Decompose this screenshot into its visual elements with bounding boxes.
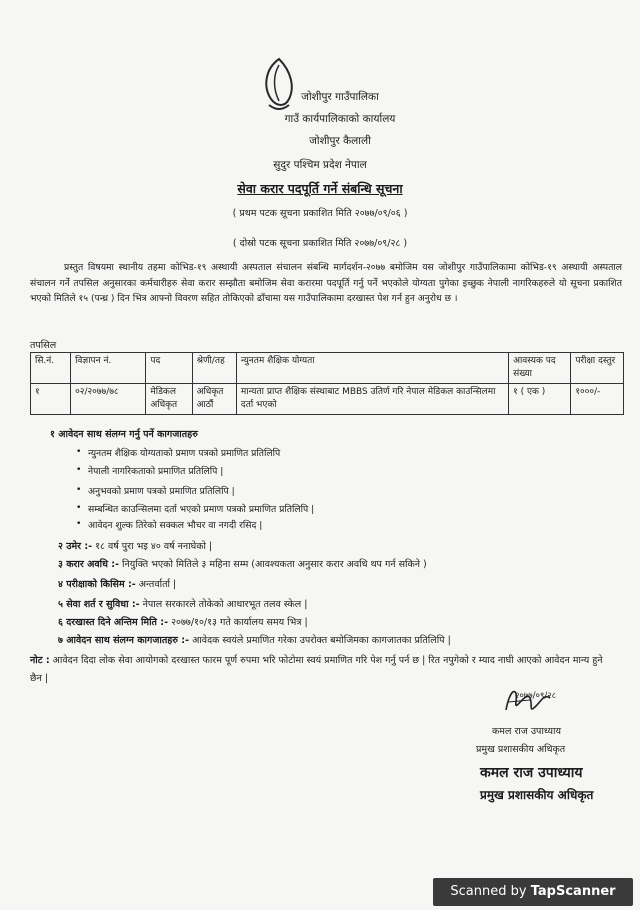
municipality-name: जोशीपुर गाउँपालिका (301, 91, 379, 103)
section-attachments (58, 634, 451, 647)
section-label: ३ करार अवधि :- (58, 559, 119, 570)
second-notice-date: ( दोस्रो पटक सूचना प्रकाशित मिति २०७७/०९/२८ ) (232, 238, 408, 249)
notice-title: सेवा करार पदपूर्ति गर्ने संबन्धि सूचना (237, 181, 403, 196)
scanner-watermark (433, 878, 633, 906)
emblem-icon (255, 55, 303, 115)
section-text: २०७७/१०/१३ गते कार्यालय समय भित्र | (171, 617, 308, 628)
office-address: जोशीपुर कैलाली (309, 135, 371, 147)
section-label: ५ सेवा शर्त र सुविधा :- (58, 599, 140, 610)
table-cell: मान्यता प्राप्त शैक्षिक संस्थाबाट MBBS उतिर्ण गरि नेपाल मेडिकल काउन्सिलमा दर्ता भएको (236, 384, 508, 415)
section-text: नियुक्ति भएको मितिले ३ महिना सम्म (आवश्यकता अनुसार करार अवधि थप गर्न सकिने ) (122, 559, 427, 570)
section-deadline (58, 616, 308, 629)
stamp-name: कमल राज उपाध्याय (480, 765, 583, 781)
stamp-designation: प्रमुख प्रशासकीय अधिकृत (480, 788, 594, 802)
note-label: नोट : (30, 655, 50, 666)
watermark-brand: TapScanner (530, 884, 616, 899)
table-header-cell: पद (146, 353, 192, 384)
table-header-cell: विज्ञापन नं. (71, 353, 146, 384)
section-text: अन्तर्वार्ता | (138, 579, 177, 590)
section-label: ७ आवेदन साथ संलग्न कागजातहरु :- (58, 635, 190, 646)
tapasil-label: तपसिल (30, 340, 57, 351)
section-label: ६ दरखास्त दिने अन्तिम मिति :- (58, 617, 169, 628)
table-row (31, 384, 624, 415)
table-header-row (31, 353, 624, 384)
intro-paragraph: प्रस्तुत विषयमा स्थानीय तहमा कोभिड-१९ अस्थायी अस्पताल संचालन संबन्धि मार्गदर्शन-२०७७ बमोजिम यस जोशीपुर गाउँपालिकामा कोभिड-१९ अस्थायी अस्पताल संचालन गर्ने तपसिल अनुसारका कर्मचारीहरु सेवा करार सम्झौता बमोजिम सेवा करारमा पदपूर्ति गर्नु पर्ने भएकोले योग्यता पुगेका इच्छुक नेपाली नागरिकहरुले यो सूचना प्रकाशित भएको मितिले १५ (पन्ध्र ) दिन भित्र आफ्नो विवरण सहित तोकिएको ढाँचामा यस गाउँपालिकामा दरखास्त पेश गर्न हुन अनुरोध छ । (30, 262, 622, 304)
documents-heading: १ आवेदन साथ संलग्न गर्नु पर्ने कागजातहरु (50, 429, 198, 440)
table-cell: १ (31, 384, 71, 415)
list-item: • नेपाली नागरिकताको प्रमाणित प्रतिलिपि | (88, 464, 223, 477)
table-header-cell: परीक्षा दस्तुर (571, 353, 624, 384)
table-header-cell: सि.नं. (31, 353, 71, 384)
table-cell: ०२/२०७७/७८ (71, 384, 146, 415)
first-notice-date: ( प्रथम पटक सूचना प्रकाशित मिति २०७७/०९/०६ ) (232, 208, 408, 219)
name-stamp (480, 762, 593, 806)
watermark-prefix: Scanned by (450, 884, 531, 899)
table-cell: अधिकृत आठौं (192, 384, 236, 415)
signatory-designation: प्रमुख प्रशासकीय अधिकृत (476, 744, 566, 755)
section-text: नेपाल सरकारले तोकेको आधारभूत तलव स्केल | (142, 599, 308, 610)
section-contract-period (58, 558, 427, 571)
note-text: आवेदन दिदा लोक सेवा आयोगको दरखास्त फारम पूर्ण रुपमा भरि फोटोमा स्वयं प्रमाणित गरि पेश गर्नु पर्न छ | रित नपुगेको र म्याद नाघी आएको आवेदन मान्य हुने छैन | (30, 655, 603, 684)
section-text: आवेदक स्वयंले प्रमाणित गरेका उपरोक्त बमोजिमका कागजातका प्रतिलिपि | (192, 635, 451, 646)
table-cell: मेडिकल अधिकृत (146, 384, 192, 415)
list-item: • न्युनतम शैक्षिक योग्यताको प्रमाण पत्रको प्रमाणित प्रतिलिपि (88, 446, 280, 459)
province-name: सुदुर पश्चिम प्रदेश नेपाल (273, 159, 367, 171)
list-item: • अनुभवको प्रमाण पत्रको प्रमाणित प्रतिलिपि | (88, 484, 235, 497)
office-name: गाउँ कार्यपालिकाको कार्यालय (284, 113, 396, 125)
signature-date: २०७७/०९/२८ (515, 691, 557, 701)
signatory-name: कमल राज उपाध्याय (492, 726, 561, 737)
vacancy-table (30, 352, 624, 415)
section-service-terms (58, 598, 307, 611)
list-item: • आवेदन शुल्क तिरेको सक्कल भौचर वा नगदी रसिद | (88, 518, 262, 531)
section-label: २ उमेर :- (58, 541, 93, 552)
table-header-cell: आवस्यक पद संख्या (509, 353, 571, 384)
table-header-cell: न्युनतम शैक्षिक योग्यता (236, 353, 508, 384)
table-cell: १ ( एक ) (509, 384, 571, 415)
section-age (58, 540, 212, 553)
section-label: ४ परीक्षाको किसिम :- (58, 579, 136, 590)
list-item: • सम्बन्धित काउन्सिलमा दर्ता भएको प्रमाण पत्रको प्रमाणित प्रतिलिपि | (88, 502, 314, 515)
section-exam-type (58, 578, 176, 591)
table-cell: १०००/- (571, 384, 624, 415)
section-text: १८ वर्ष पुरा भइ ४० वर्ष ननाघेको | (95, 541, 213, 552)
table-header-cell: श्रेणी/तह (192, 353, 236, 384)
